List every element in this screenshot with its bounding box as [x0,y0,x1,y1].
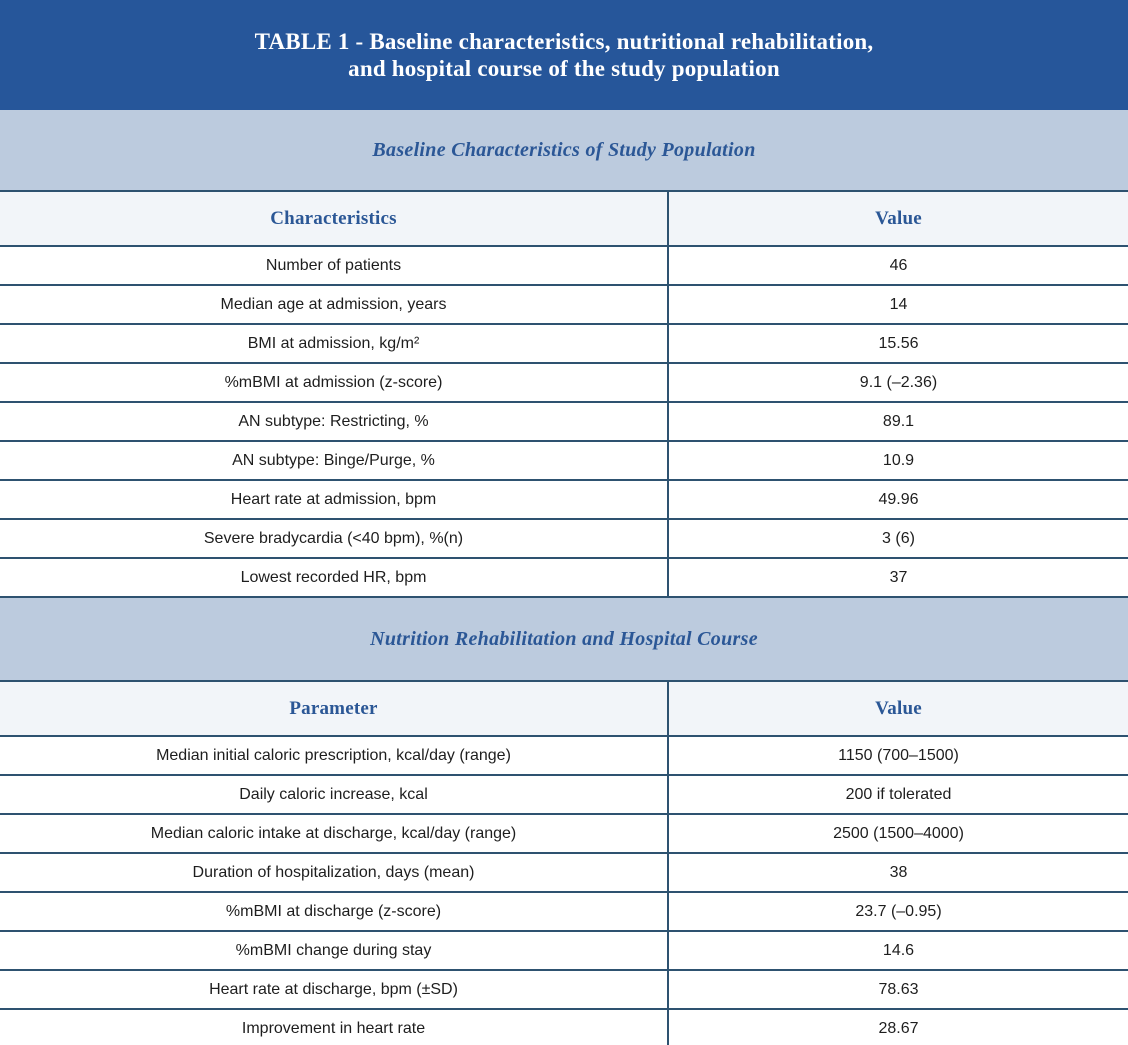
row-label: AN subtype: Binge/Purge, % [0,441,668,480]
row-value: 3 (6) [668,519,1128,558]
row-label: %mBMI at discharge (z-score) [0,892,668,931]
row-value: 28.67 [668,1009,1128,1045]
table-row [0,853,1128,892]
row-value: 9.1 (–2.36) [668,363,1128,402]
table-row [0,324,1128,363]
table-header-row [0,681,1128,736]
table-row [0,736,1128,775]
table-row [0,1009,1128,1045]
row-label: Median caloric intake at discharge, kcal/day (range) [0,814,668,853]
row-value: 14 [668,285,1128,324]
table-header-row [0,191,1128,246]
row-value: 49.96 [668,480,1128,519]
table-title-line-2: and hospital course of the study population [348,56,780,81]
row-value: 2500 (1500–4000) [668,814,1128,853]
table-row [0,480,1128,519]
section-heading-nutrition: Nutrition Rehabilitation and Hospital Course [370,627,758,650]
table-row [0,246,1128,285]
section-band-baseline [0,110,1128,190]
row-value: 1150 (700–1500) [668,736,1128,775]
row-value: 37 [668,558,1128,597]
row-label: Median age at admission, years [0,285,668,324]
row-label: %mBMI at admission (z-score) [0,363,668,402]
row-label: BMI at admission, kg/m² [0,324,668,363]
table-row [0,775,1128,814]
table-row [0,931,1128,970]
row-value: 14.6 [668,931,1128,970]
section-band-nutrition [0,598,1128,680]
row-value: 23.7 (–0.95) [668,892,1128,931]
row-label: Number of patients [0,246,668,285]
row-value: 46 [668,246,1128,285]
table-row [0,441,1128,480]
row-label: %mBMI change during stay [0,931,668,970]
column-header-value: Value [668,191,1128,246]
table-title-bar [0,0,1128,110]
row-label: Heart rate at admission, bpm [0,480,668,519]
row-value: 200 if tolerated [668,775,1128,814]
row-label: Daily caloric increase, kcal [0,775,668,814]
table-row [0,558,1128,597]
row-label: AN subtype: Restricting, % [0,402,668,441]
table-row [0,519,1128,558]
row-label: Severe bradycardia (<40 bpm), %(n) [0,519,668,558]
column-header-value: Value [668,681,1128,736]
row-label: Median initial caloric prescription, kcal/day (range) [0,736,668,775]
row-label: Heart rate at discharge, bpm (±SD) [0,970,668,1009]
section-heading-baseline: Baseline Characteristics of Study Population [372,138,756,161]
table-row [0,970,1128,1009]
table-row [0,285,1128,324]
row-label: Lowest recorded HR, bpm [0,558,668,597]
table-row [0,892,1128,931]
column-header-characteristics: Characteristics [0,191,668,246]
row-label: Improvement in heart rate [0,1009,668,1045]
row-value: 10.9 [668,441,1128,480]
nutrition-rehabilitation-table [0,680,1128,1045]
table-title-line-1: TABLE 1 - Baseline characteristics, nutritional rehabilitation, [254,29,874,54]
table-row [0,402,1128,441]
row-value: 15.56 [668,324,1128,363]
baseline-characteristics-table [0,190,1128,598]
row-value: 78.63 [668,970,1128,1009]
table-row [0,363,1128,402]
row-label: Duration of hospitalization, days (mean) [0,853,668,892]
table-row [0,814,1128,853]
row-value: 38 [668,853,1128,892]
column-header-parameter: Parameter [0,681,668,736]
row-value: 89.1 [668,402,1128,441]
